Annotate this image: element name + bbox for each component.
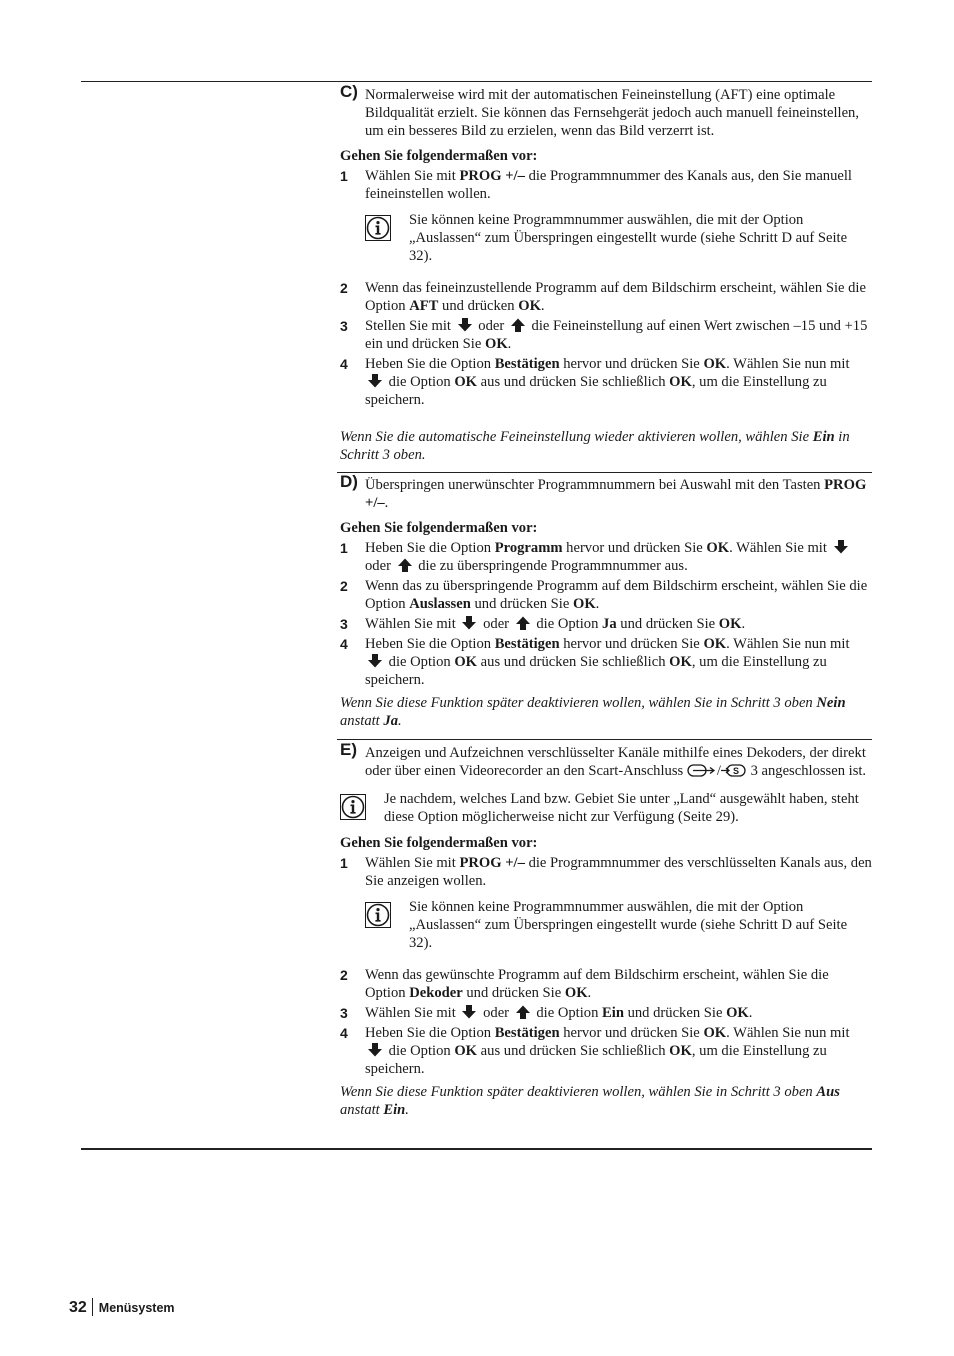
section-c — [340, 82, 872, 464]
step-item: 2 Wenn das feineinzustellende Programm auf dem Bildschirm erscheint, wählen Sie die Option AFT und drücken OK. — [340, 280, 866, 314]
section-intro: Anzeigen und Aufzeichnen verschlüsselter Kanäle mithilfe eines Dekoders, der direkt oder über einen Videorecorder an den Scart-Anschluss / S 3 angeschlossen ist. — [365, 745, 867, 779]
section-e — [340, 740, 872, 1119]
arrow-down-icon — [367, 654, 383, 668]
arrow-down-icon — [367, 374, 383, 388]
info-icon — [340, 794, 366, 820]
info-icon — [365, 902, 391, 928]
step-item: 4 Heben Sie die Option Bestätigen hervor und drücken Sie OK. Wählen Sie nun mit die Option OK aus und drücken Sie schließlich OK, um die Einstellung zu speichern. — [340, 356, 850, 408]
step-item: 3 Stellen Sie mit oder die Feineinstellung auf einen Wert zwischen –15 und +15 ein und drücken Sie OK. — [340, 318, 868, 352]
procedure-heading: Gehen Sie folgendermaßen vor: — [340, 835, 538, 851]
step-item: 4 Heben Sie die Option Bestätigen hervor und drücken Sie OK. Wählen Sie nun mit die Option OK aus und drücken Sie schließlich OK, um die Einstellung zu speichern. — [340, 1025, 850, 1077]
section-letter: C) — [340, 82, 358, 101]
step-item: 1 Wählen Sie mit PROG +/– die Programmnummer des Kanals aus, den Sie manuell feineinstellen wollen. — [340, 168, 852, 202]
info-note: Sie können keine Programmnummer auswählen, die mit der Option „Auslassen“ zum Überspringen eingestellt wurde (siehe Schritt D auf Seite 32). — [365, 898, 872, 952]
section-d — [340, 472, 872, 730]
arrow-down-icon — [461, 616, 477, 630]
page-footer — [69, 1298, 175, 1317]
step-item: 3 Wählen Sie mit oder die Option Ja und drücken Sie OK. — [340, 616, 746, 632]
arrow-down-icon — [461, 1005, 477, 1019]
top-rule — [81, 81, 872, 82]
info-note: Je nachdem, welches Land bzw. Gebiet Sie unter „Land“ ausgewählt haben, steht diese Option möglicherweise nicht zur Verfügung (Seite 29). — [340, 790, 872, 826]
section-intro: Überspringen unerwünschter Programmnummern bei Auswahl mit den Tasten PROG +/–. — [365, 477, 867, 511]
arrow-up-icon — [515, 1005, 531, 1019]
arrow-up-icon — [397, 558, 413, 572]
info-note: Sie können keine Programmnummer auswählen, die mit der Option „Auslassen“ zum Überspringen eingestellt wurde (siehe Schritt D auf Seite 32). — [365, 211, 872, 265]
step-item: 4 Heben Sie die Option Bestätigen hervor und drücken Sie OK. Wählen Sie nun mit die Option OK aus und drücken Sie schließlich OK, um die Einstellung zu speichern. — [340, 636, 850, 688]
arrow-down-icon — [457, 318, 473, 332]
step-item: 3 Wählen Sie mit oder die Option Ein und drücken Sie OK. — [340, 1005, 753, 1021]
arrow-up-icon — [510, 318, 526, 332]
step-item: 2 Wenn das zu überspringende Programm auf dem Bildschirm erscheint, wählen Sie die Option Auslassen und drücken Sie OK. — [340, 578, 868, 612]
page-number: 32 — [69, 1299, 87, 1316]
footer-divider — [92, 1298, 93, 1316]
section-note: Wenn Sie diese Funktion später deaktivieren wollen, wählen Sie in Schritt 3 oben Nein anstatt Ja. — [340, 695, 846, 729]
svg-text:S: S — [732, 766, 739, 777]
section-letter: D) — [340, 472, 358, 491]
step-item: 2 Wenn das gewünschte Programm auf dem Bildschirm erscheint, wählen Sie die Option Dekoder und drücken Sie OK. — [340, 967, 829, 1001]
chapter-title: Menüsystem — [98, 1301, 175, 1315]
scart-input-icon — [687, 763, 717, 778]
section-intro: Normalerweise wird mit der automatischen Feineinstellung (AFT) eine optimale Bildqualität erzielt. Sie können das Fernsehgerät jedoch auch manuell feineinstellen, um ein besseres Bild zu erzielen, wenn das Bild verzerrt ist. — [365, 87, 859, 139]
arrow-down-icon — [367, 1043, 383, 1057]
info-icon — [365, 215, 391, 241]
step-item: 1 Heben Sie die Option Programm hervor und drücken Sie OK. Wählen Sie mit oder die zu überspringende Programmnummer aus. — [340, 539, 872, 575]
step-item: 1 Wählen Sie mit PROG +/– die Programmnummer des verschlüsselten Kanals aus, den Sie anzeigen wollen. — [340, 855, 872, 889]
section-note: Wenn Sie die automatische Feineinstellung wieder aktivieren wollen, wählen Sie Ein in Schritt 3 oben. — [340, 429, 850, 463]
arrow-up-icon — [515, 616, 531, 630]
section-letter: E) — [340, 740, 357, 759]
section-divider — [337, 472, 872, 473]
procedure-heading: Gehen Sie folgendermaßen vor: — [340, 520, 538, 536]
procedure-heading: Gehen Sie folgendermaßen vor: — [340, 148, 538, 164]
section-divider — [337, 739, 872, 740]
section-note: Wenn Sie diese Funktion später deaktivieren wollen, wählen Sie in Schritt 3 oben Aus anstatt Ein. — [340, 1084, 840, 1118]
bottom-rule — [81, 1148, 872, 1150]
arrow-down-icon — [833, 540, 849, 554]
s-video-input-icon — [721, 763, 747, 778]
